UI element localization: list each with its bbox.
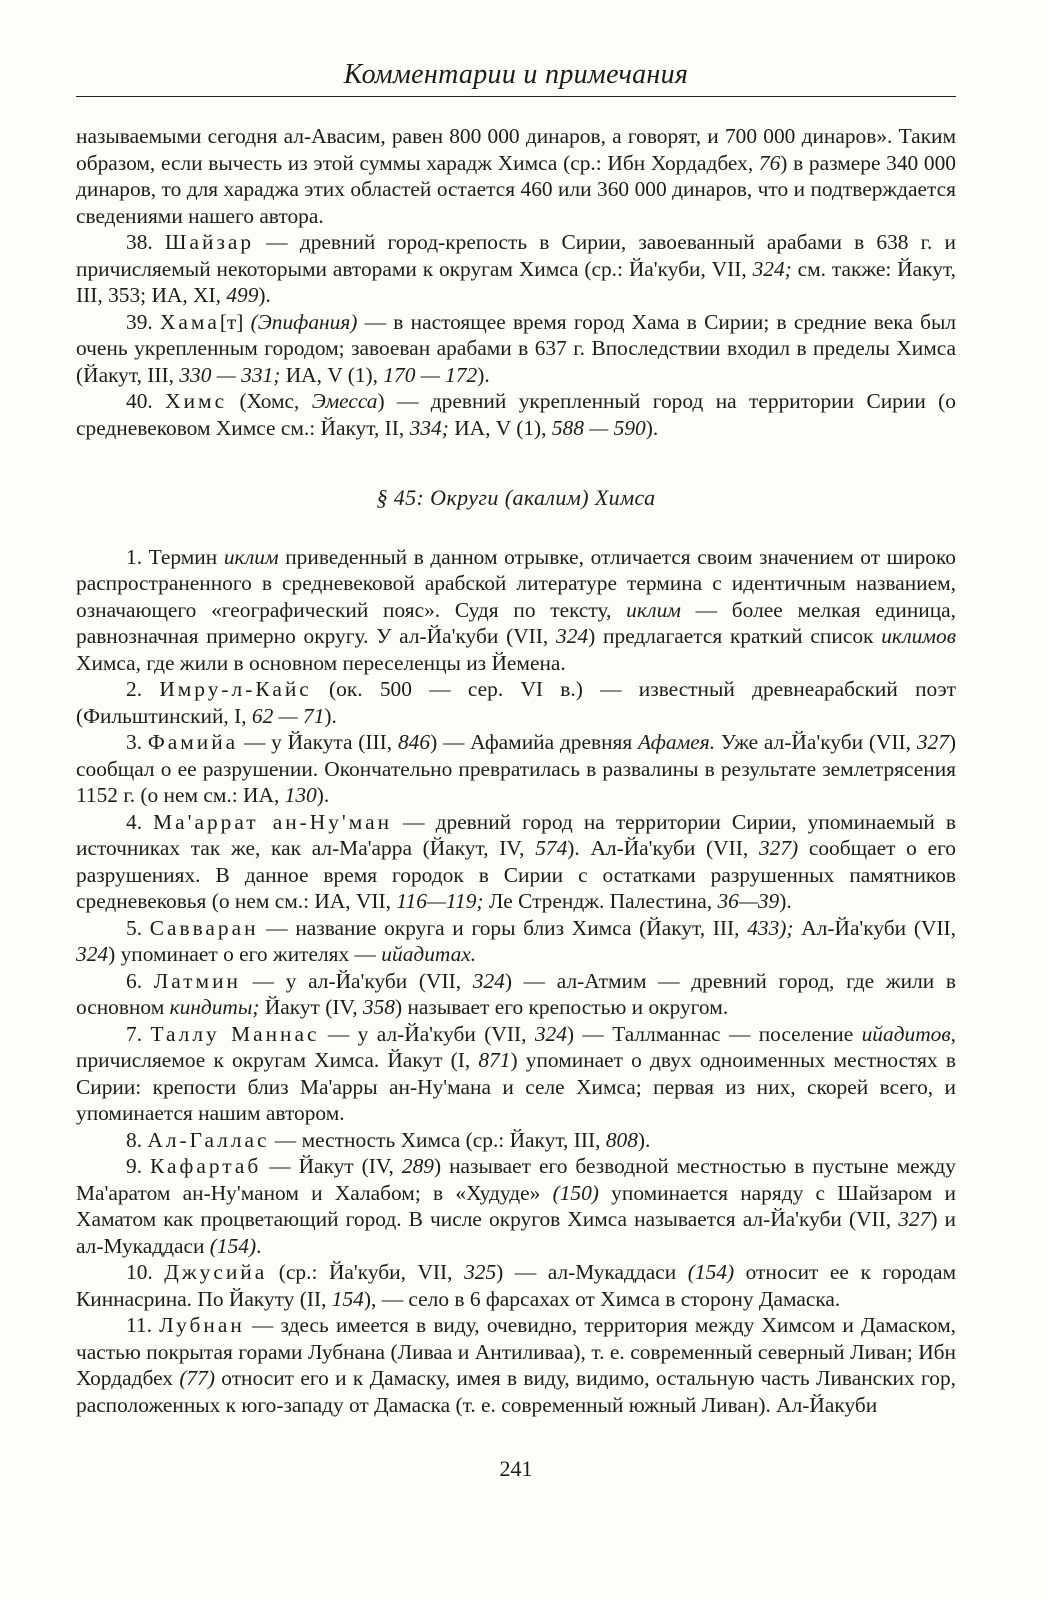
note-text: относит его и к Дамаску, имея в виду, видимо, остальную часть Ливанских гор, расположенных к юго-западу от Дамаска (т. е. современный южный Ливан). Ал-Йакуби [76, 1366, 956, 1417]
note-text: ) — древний укрепленный город на территории Сирии (о средневековом Химсе см.: Йакут, II, [76, 389, 956, 440]
italic-text: 170 — 172 [383, 362, 478, 387]
note-text: 11. [126, 1313, 160, 1337]
note-text: Йакут (IV, [259, 995, 363, 1019]
note-text: (Хомс, [227, 389, 312, 413]
italic-text: 324 [472, 968, 505, 993]
note-text: ) называет его безводной местностью в пустыне между Ма'аратом ан-Ну'маном и Халабом; в «Худуде» [76, 1154, 957, 1205]
italic-text: 334; [409, 415, 449, 440]
note-paragraph [76, 1312, 956, 1418]
note-text: ) называет его крепостью и округом. [394, 995, 729, 1019]
note-text: упоминается наряду с Шайзаром и Хаматом как процветающий город. В числе округов Химса называется ал-Йа'куби (VII, [76, 1180, 956, 1231]
italic-text: 324 [76, 942, 109, 966]
note-paragraph [76, 123, 956, 229]
running-header: Комментарии и примечания [343, 59, 689, 90]
note-text: Химса, где жили в основном переселенцы из Йемена. [76, 650, 566, 675]
note-text: 2. [126, 677, 160, 701]
note-text: ) сообщал о ее разрушении. Окончательно превратилась в развалины в результате землетрясения 1152 г. (о нем см.: ИА, [76, 730, 957, 807]
note-term: Кафартаб [150, 1154, 262, 1178]
note-term: Джусийа [164, 1260, 268, 1284]
note-text: — в настоящее время город Хама в Сирии; в средние века был очень укрепленным городом; завоеван арабами в 637 г. Впоследствии входил в пределы Химса (Йакут, III, [76, 309, 957, 387]
note-term: Имру-л-Кайс [159, 677, 312, 701]
note-paragraph [76, 309, 956, 389]
italic-text: 846 [397, 730, 431, 754]
italic-text: (150) [552, 1180, 599, 1205]
italic-text: 324; [752, 256, 792, 281]
note-paragraph [76, 1021, 956, 1127]
note-paragraph [76, 388, 956, 441]
note-text: . [256, 1233, 262, 1258]
italic-text: 808 [605, 1127, 638, 1152]
note-text: ). [645, 415, 659, 440]
note-text: ) упоминает о его жителях — [108, 942, 382, 966]
note-text: относит ее к городам Киннасрина. По Йакуту (II, [76, 1260, 957, 1311]
note-term: Ал-Галлас [147, 1127, 270, 1152]
note-text: ) в размере 340 000 динаров, то для хараджа этих областей остается 460 или 360 000 динаров, что и подтверждается сведениями нашего автора. [76, 150, 957, 228]
note-term: Хама [159, 309, 220, 334]
note-text: 38. [126, 230, 165, 254]
note-text: ). [779, 889, 792, 913]
note-paragraph [76, 544, 956, 677]
italic-text: ийадитов, [861, 1021, 956, 1046]
note-text: см. также: Йакут, III, 353; ИА, XI, [76, 256, 956, 307]
note-text: — более мелкая единица, равнозначная примерно округу. У ал-Йа'куби (VII, [76, 597, 956, 648]
italic-text: иклимов [881, 624, 956, 648]
note-text: сообщает о его разрушениях. В данное время городок в Сирии с остатками разрушенных памятников средневековья (о нем см.: ИА, VII, [76, 836, 957, 913]
italic-text: 76 [758, 150, 781, 175]
note-text: 1. Термин [126, 544, 224, 569]
note-text: причисляемое к округам Химса. Йакут (I, [76, 1048, 479, 1072]
italic-text: (154) [209, 1233, 257, 1258]
note-term: Латмин [153, 968, 241, 993]
note-text: 9. [126, 1154, 151, 1178]
note-text: 5. [126, 915, 150, 940]
note-text: ) и ал-Мукаддаси [76, 1207, 957, 1258]
italic-text: 871 [478, 1048, 511, 1072]
note-text: ) — ал-Мукаддаси [496, 1260, 688, 1284]
note-text: 8. [126, 1127, 148, 1152]
italic-text: 62 — 71 [251, 703, 325, 728]
italic-text: 588 — 590 [551, 415, 646, 440]
note-text: ИА, V (1), [448, 415, 552, 440]
note-text: (ср.: Йа'куби, VII, [267, 1260, 465, 1284]
note-term: Химс [165, 389, 228, 413]
note-term: Лубнан [159, 1313, 245, 1337]
note-text: ) — Таллманнас — поселение [566, 1021, 862, 1046]
note-paragraph [76, 1153, 956, 1259]
note-term: Шайзар [164, 230, 255, 254]
note-text: ) — ал-Атмим — древний город, где жили в основном [76, 968, 957, 1019]
note-text: — древний город на территории Сирии, упоминаемый в источниках так же, как ал-Ма'арра (Йакут, IV, [76, 809, 956, 860]
note-text: ИА, V (1), [280, 362, 384, 387]
note-text: 4. [126, 809, 154, 834]
commentary-notes-section [76, 544, 956, 1419]
section-heading: § 45: Округи (акалим) Химса [376, 485, 656, 510]
note-text: 39. [126, 309, 160, 334]
note-text: 3. [126, 730, 148, 754]
note-text: ). [477, 362, 490, 387]
note-text: 40. [126, 389, 166, 413]
note-text: приведенный в данном отрывке, отличается своим значением от широко распространенного в средневековой арабской литературе термина с идентичным названием, означающего «географический пояс». Судя по тексту, [76, 544, 956, 622]
italic-text: иклим [626, 597, 681, 622]
italic-text: 130 [284, 783, 317, 807]
italic-text: 330 — 331; [179, 362, 281, 387]
note-text: — у ал-Йа'куби (VII, [319, 1021, 535, 1046]
note-text: Уже ал-Йа'куби (VII, [715, 730, 917, 754]
italic-text: 289 [401, 1154, 434, 1178]
note-text: ). Ал-Йа'куби (VII, [567, 836, 759, 860]
italic-text: Эмесса [311, 389, 378, 413]
italic-text: 116—119; [396, 889, 484, 913]
note-text: ) предлагается краткий список [588, 624, 882, 648]
note-paragraph [76, 676, 956, 729]
book-page [76, 58, 956, 1558]
italic-text: 154 [331, 1286, 364, 1311]
note-term: Ма'аррат ан-Ну'ман [153, 809, 393, 834]
note-paragraph [76, 968, 956, 1021]
note-text: — название округа и горы близ Химса (Йакут, III, [258, 915, 748, 940]
italic-text: 36—39 [717, 889, 780, 913]
note-text: — здесь имеется в виду, очевидно, территория между Химсом и Дамаском, частью покрытая горами Лубнана (Ливаа и Антиливаа), т. е. современный северный Ливан; Ибн Хордадбех [76, 1313, 956, 1390]
page-body [76, 123, 956, 1418]
note-term: Таллу Маннас [150, 1021, 320, 1046]
note-paragraph [76, 729, 956, 809]
italic-text: 327) [758, 836, 799, 860]
header-rule [76, 96, 956, 97]
note-paragraph [76, 1127, 956, 1154]
note-text: 6. [126, 968, 154, 993]
note-text: ). [316, 783, 330, 807]
italic-text: 327 [916, 730, 949, 754]
italic-text: ийадитах. [381, 942, 477, 966]
note-paragraph [76, 809, 956, 915]
italic-text: (Эпифания) [250, 309, 358, 334]
note-text: ). [637, 1127, 651, 1152]
note-text: ) — Афамийа древняя [430, 730, 638, 754]
note-text: называемыми сегодня ал-Авасим, равен 800 000 динаров, а говорят, и 700 000 динаров». Таким образом, если вычесть из этой суммы харадж Химса (ср.: Ибн Хордадбех, [76, 124, 956, 175]
italic-text: 324 [556, 624, 589, 648]
italic-text: иклим [223, 544, 279, 569]
note-text: [т] [219, 309, 251, 334]
note-text: Ал-Йа'куби (VII, [793, 915, 956, 940]
note-paragraph [76, 915, 956, 968]
note-text: — Йакут (IV, [261, 1154, 402, 1178]
note-text: Ле Стрендж. Палестина, [483, 889, 718, 913]
italic-text: (154) [687, 1260, 735, 1284]
note-text: ), — село в 6 фарсахах от Химса в сторону Дамаска. [363, 1286, 841, 1311]
italic-text: 324 [534, 1021, 567, 1046]
page-number: 241 [499, 1456, 533, 1481]
note-text: ) упоминает о двух одноименных местностях в Сирии: крепости близ Ма'арры ан-Ну'мана и селе Химса; первая из них, скорей всего, и упоминается нашим автором. [76, 1048, 956, 1125]
italic-text: 325 [464, 1260, 497, 1284]
note-text: — местность Химса (ср.: Йакут, III, [269, 1127, 606, 1152]
note-text: ). [258, 283, 271, 307]
italic-text: Афамея. [638, 730, 716, 754]
italic-text: (77) [179, 1366, 215, 1390]
note-text: ). [324, 703, 337, 728]
commentary-notes-top [76, 123, 956, 441]
italic-text: 358 [362, 995, 395, 1019]
note-text: — у Йакута (III, [238, 730, 398, 754]
italic-text: 433); [747, 915, 794, 940]
note-text: 7. [126, 1021, 151, 1046]
note-text: 10. [126, 1260, 165, 1284]
note-paragraph [76, 229, 956, 309]
note-text: — у ал-Йа'куби (VII, [240, 968, 473, 993]
italic-text: 327 [898, 1207, 931, 1231]
note-term: Савваран [149, 915, 259, 940]
italic-text: 499 [226, 283, 259, 307]
note-text: (ок. 500 — сер. VI в.) — известный древнеарабский поэт (Фильштинский, I, [76, 677, 956, 728]
italic-text: киндиты; [169, 995, 260, 1019]
note-term: Фамийа [147, 730, 239, 754]
italic-text: 574 [535, 836, 568, 860]
note-paragraph [76, 1259, 956, 1312]
note-text: — древний город-крепость в Сирии, завоеванный арабами в 638 г. и причисляемый некоторыми авторами к округам Химса (ср.: Йа'куби, VII, [76, 230, 956, 281]
